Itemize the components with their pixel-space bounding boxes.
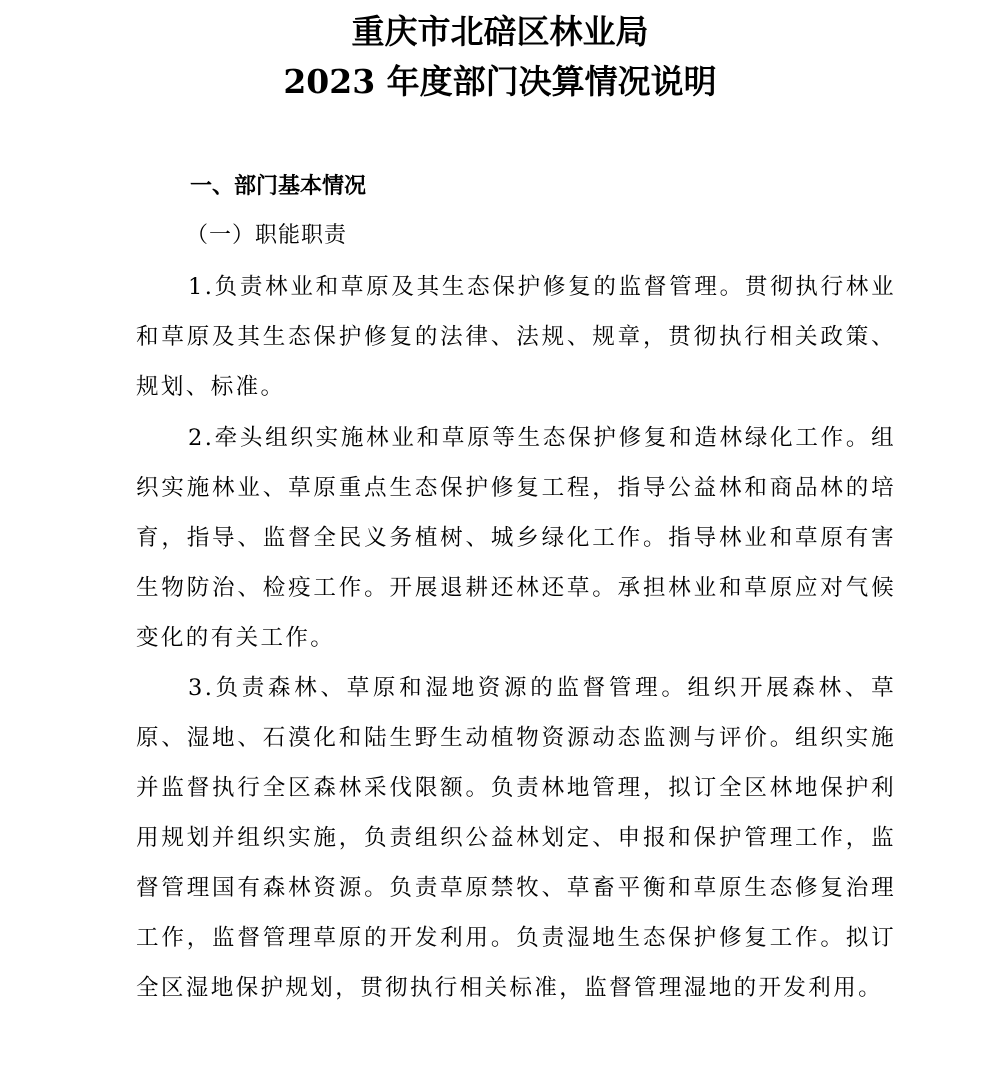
paragraph-duty-3: 3.负责森林、草原和湿地资源的监督管理。组织开展森林、草原、湿地、石漠化和陆生野生动植物资源动态监测与评价。组织实施并监督执行全区森林采伐限额。负责林地管理，拟订全区林地保护利用规划并组织实施，负责组织公益林划定、申报和保护管理工作，监督管理国有森林资源。负责草原禁牧、草畜平衡和草原生态修复治理工作，监督管理草原的开发利用。负责湿地生态保护修复工作。拟订全区湿地保护规划，贯彻执行相关标准，监督管理湿地的开发利用。 — [136, 675, 896, 1001]
paragraph-duty-2: 2.牵头组织实施林业和草原等生态保护修复和造林绿化工作。组织实施林业、草原重点生态保护修复工程，指导公益林和商品林的培育，指导、监督全民义务植树、城乡绿化工作。指导林业和草原有害生物防治、检疫工作。开展退耕还林还草。承担林业和草原应对气候变化的有关工作。 — [136, 425, 896, 651]
section-heading: 一、部门基本情况 — [190, 174, 367, 199]
paragraph-duty-1: 1.负责林业和草原及其生态保护修复的监督管理。贯彻执行林业和草原及其生态保护修复的法律、法规、规章，贯彻执行相关政策、规划、标准。 — [136, 274, 896, 400]
document-title-line-2: 2023 年度部门决算情况说明 — [283, 62, 717, 101]
document-title-line-1: 重庆市北碚区林业局 — [351, 12, 649, 51]
subsection-heading: （一）职能职责 — [186, 223, 348, 248]
